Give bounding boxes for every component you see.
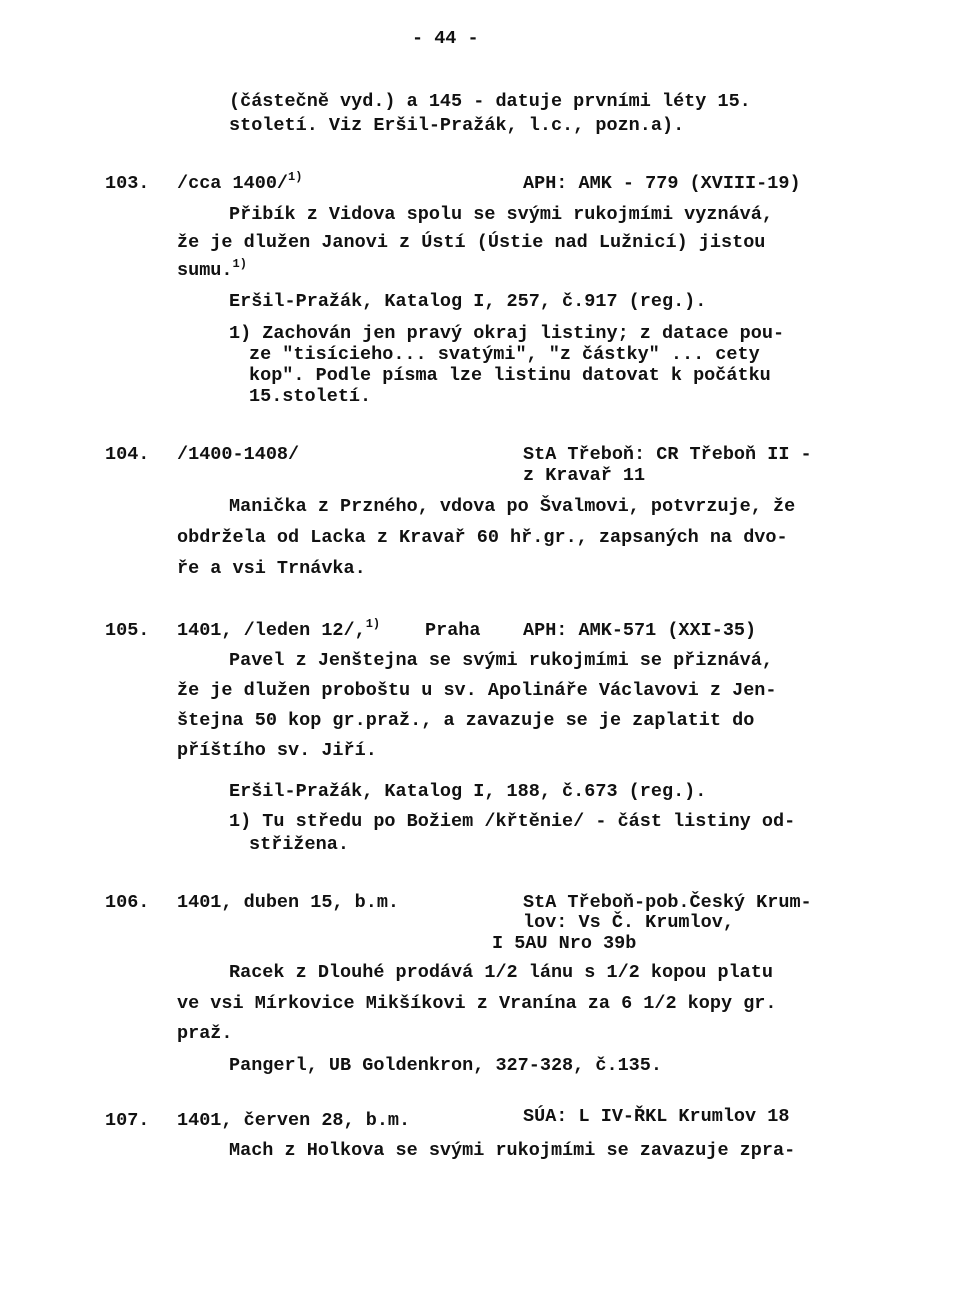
entry-number: 106. [105, 892, 150, 913]
intro-line: století. Viz Eršil-Pražák, l.c., pozn.a). [229, 115, 685, 136]
entry-text-line: že je dlužen Janovi z Ústí (Ústie nad Lužnicí) jistou [177, 232, 766, 253]
footnote-ref: 1) [365, 617, 381, 631]
entry-date: 1401, duben 15, b.m. [177, 892, 400, 913]
footnote-line: střižena. [249, 834, 349, 855]
footnote-line: kop". Podle písma lze listinu datovat k počátku [249, 365, 771, 386]
footnote-line: 1) Tu středu po Božiem /křtěnie/ - část listiny od- [229, 811, 796, 832]
entry-archive: lov: Vs Č. Krumlov, [523, 912, 734, 933]
entry-date: 1401, červen 28, b.m. [177, 1110, 411, 1131]
footnote-line: 1) Zachován jen pravý okraj listiny; z datace pou- [229, 323, 785, 344]
entry-text-line: Pavel z Jenštejna se svými rukojmími se přiznává, [229, 650, 773, 671]
entry-archive: StA Třeboň-pob.Český Krum- [523, 892, 812, 913]
entry-number: 105. [105, 620, 150, 641]
entry-archive: I 5AU Nro 39b [492, 933, 637, 954]
entry-date: /cca 1400/$^{1)}$ [177, 170, 303, 194]
entry-number: 107. [105, 1110, 150, 1131]
entry-text-line: sumu.$^{1)}$ [177, 257, 247, 281]
entry-place: Praha [425, 620, 481, 641]
entry-archive: APH: AMK - 779 (XVIII-19) [523, 173, 801, 194]
entry-reference: Eršil-Pražák, Katalog I, 257, č.917 (reg.). [229, 291, 707, 312]
entry-text-line: Mach z Holkova se svými rukojmími se zavazuje zpra- [229, 1140, 796, 1161]
entry-text-line: Manička z Przného, vdova po Švalmovi, potvrzuje, že [229, 496, 796, 517]
footnote-line: ze "tisícieho... svatými", "z částky" ... cety [249, 344, 760, 365]
entry-number: 103. [105, 173, 150, 194]
footnote-ref: 1) [232, 257, 247, 271]
entry-text-line: štejna 50 kop gr.praž., a zavazuje se je zaplatit do [177, 710, 755, 731]
entry-text-line: že je dlužen proboštu u sv. Apolináře Václavovi z Jen- [177, 680, 777, 701]
entry-archive: SÚA: L IV-ŘKL Krumlov 18 [523, 1106, 790, 1127]
footnote-ref: 1) [288, 170, 303, 184]
entry-text-line: Přibík z Vidova spolu se svými rukojmími vyznává, [229, 204, 773, 225]
entry-text-line: ře a vsi Trnávka. [177, 558, 366, 579]
footnote-line: 15.století. [249, 386, 372, 407]
entry-text-line: obdržela od Lacka z Kravař 60 hř.gr., zapsaných na dvo- [177, 527, 788, 548]
entry-reference: Pangerl, UB Goldenkron, 327-328, č.135. [229, 1055, 662, 1076]
entry-archive: z Kravař 11 [523, 465, 646, 486]
entry-date: 1401, /leden 12/,$^{1)}$ [177, 617, 381, 641]
entry-text-line: Racek z Dlouhé prodává 1/2 lánu s 1/2 kopou platu [229, 962, 773, 983]
entry-date: /1400-1408/ [177, 444, 300, 465]
entry-number: 104. [105, 444, 150, 465]
entry-reference: Eršil-Pražák, Katalog I, 188, č.673 (reg.). [229, 781, 707, 802]
entry-text-line: příštího sv. Jiří. [177, 740, 377, 761]
entry-text-line: praž. [177, 1023, 233, 1044]
entry-archive: APH: AMK-571 (XXI-35) [523, 620, 757, 641]
page-number: - 44 - [412, 28, 479, 49]
intro-line: (částečně vyd.) a 145 - datuje prvními léty 15. [229, 91, 751, 112]
entry-text-line: ve vsi Mírkovice Mikšíkovi z Vranína za 6 1/2 kopy gr. [177, 993, 777, 1014]
entry-archive: StA Třeboň: CR Třeboň II - [523, 444, 812, 465]
